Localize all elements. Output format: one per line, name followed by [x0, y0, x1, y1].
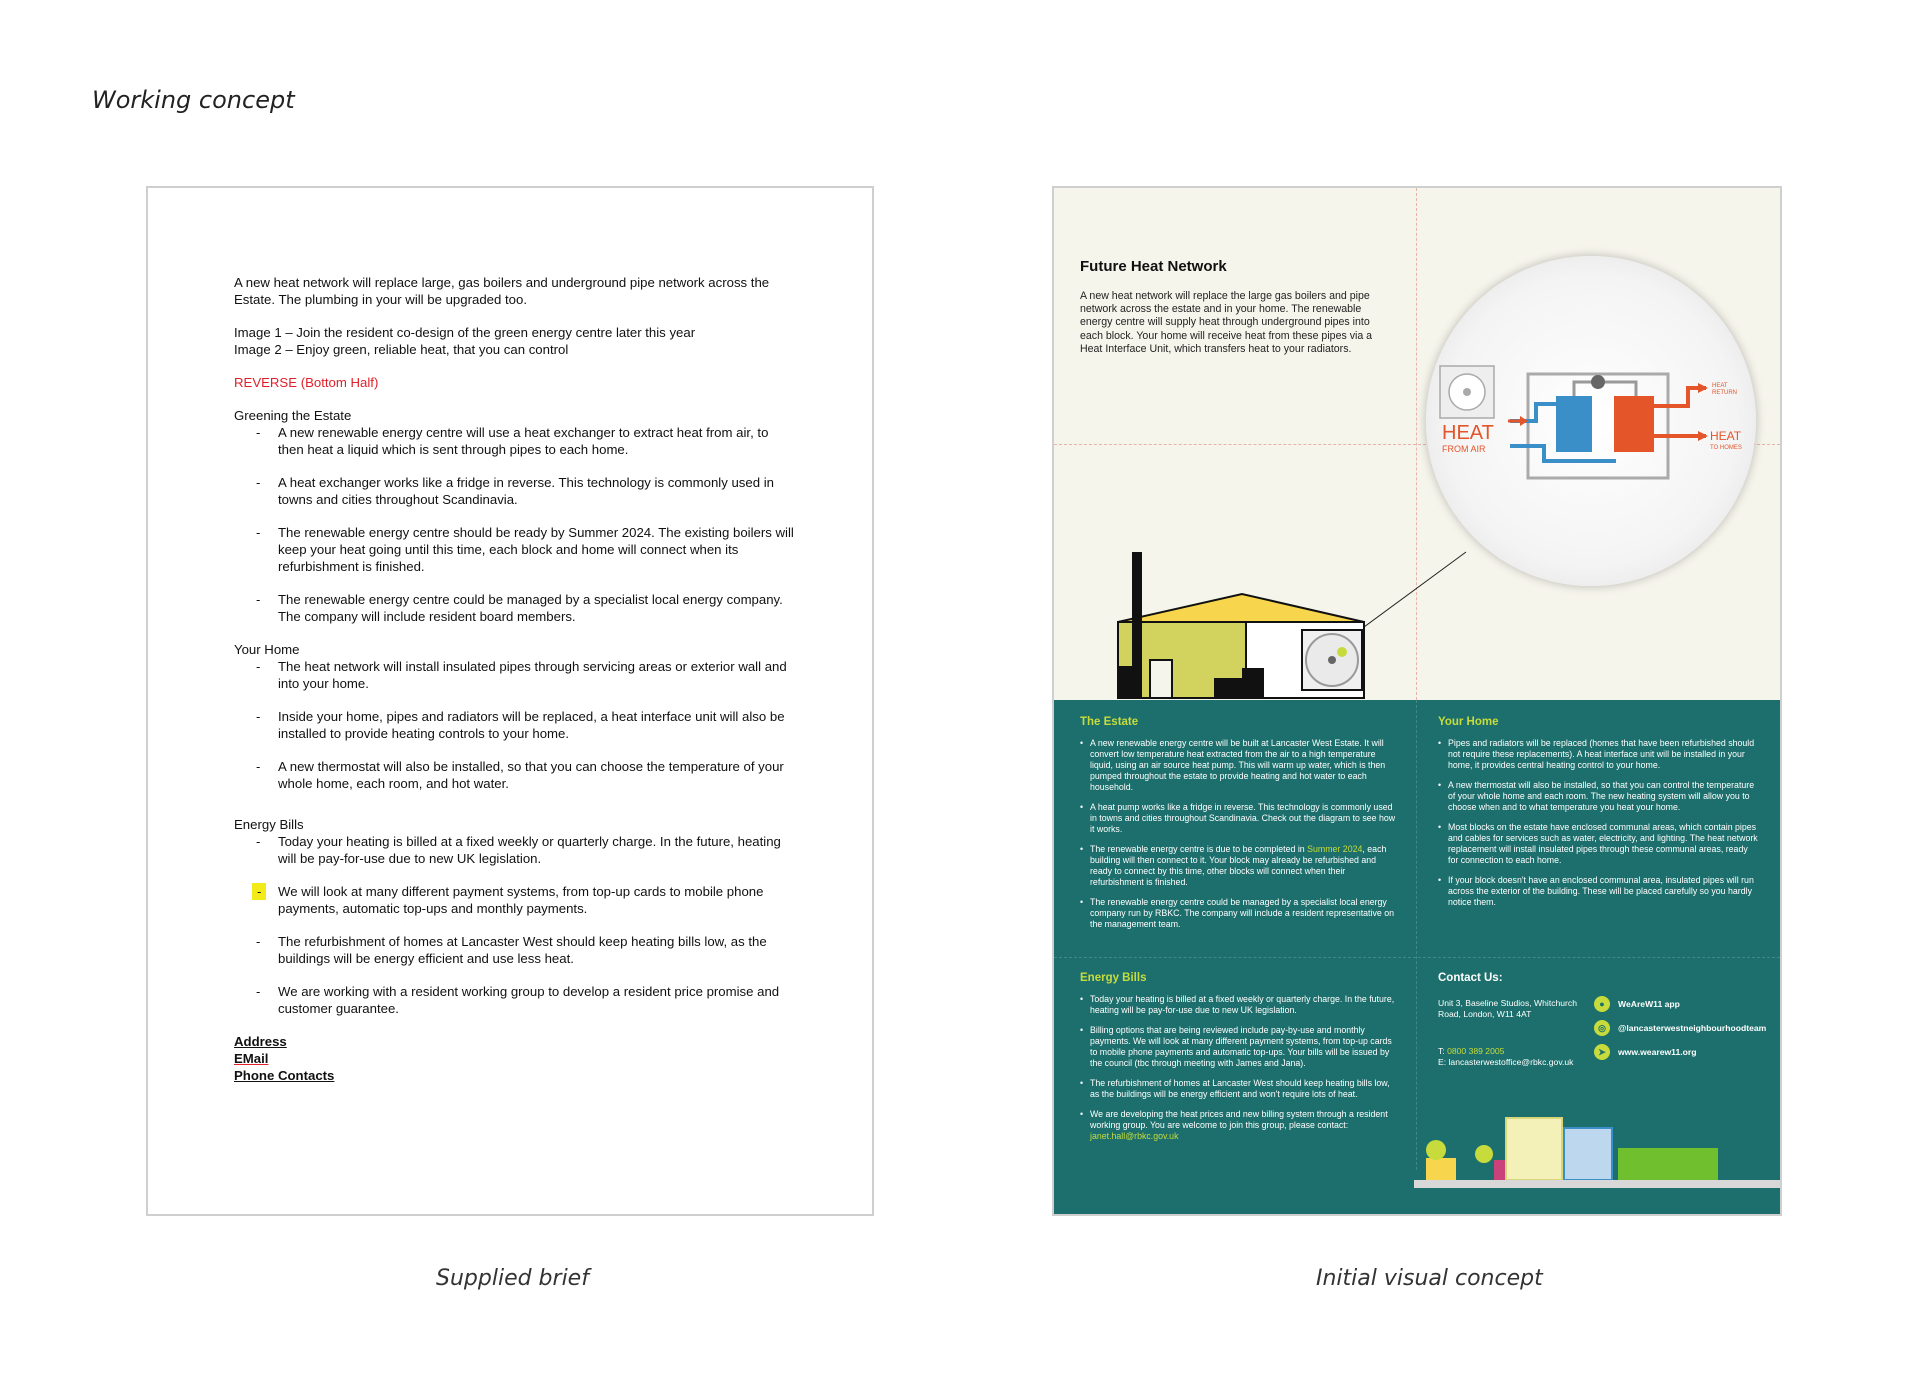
bills-list [1080, 994, 1400, 1151]
social-website: ➤ www.wearew11.org [1594, 1044, 1697, 1060]
contact-phone: 0800 389 2005 [1447, 1046, 1505, 1056]
brief-home-list [234, 658, 794, 792]
estate-title: The Estate [1080, 716, 1139, 728]
visual-concept-leaflet [1052, 186, 1782, 1216]
list-item: • We are developing the heat prices and new billing system through a resident working group. You are welcome to join this group, please contact: janet.hall@rbkc.gov.uk [1080, 1109, 1400, 1142]
list-item: • Most blocks on the estate have enclosed communal areas, which contain pipes and cables for services such as water, electricity, and lighting. The heat network replacement will install insulated pipes through these communal areas, ready for connection to each home. [1438, 822, 1760, 866]
home-title: Your Home [1438, 716, 1499, 728]
highlighted-dash: - [252, 883, 266, 900]
leaflet-title: Future Heat Network [1080, 258, 1227, 275]
list-item: • A new renewable energy centre will be built at Lancaster West Estate. It will convert low temperature heat extracted from the air to a high temperature liquid, using an air source heat pump. This will warm up water, which is then pumped throughout the estate to provide heating and hot water to each household. [1080, 738, 1400, 793]
instagram-icon: ◎ [1594, 1020, 1610, 1036]
list-item: - The renewable energy centre could be managed by a specialist local energy company. The company will include resident board members. [256, 592, 783, 624]
list-item: • The renewable energy centre could be managed by a specialist local energy company run by RBKC. The company will include a resident representative on the management team. [1080, 897, 1400, 930]
cursor-icon: ➤ [1594, 1044, 1610, 1060]
brief-home-title: Your Home [234, 642, 300, 657]
list-item: • A heat pump works like a fridge in reverse. This technology is commonly used in towns and cities throughout Scandinavia. Check out the diagram to see how it works. [1080, 802, 1400, 835]
social-app: ● WeAreW11 app [1594, 996, 1680, 1012]
brief-bills-list [234, 833, 794, 1017]
list-item: • A new thermostat will also be installed, so that you can control the temperature of your whole home and each room. The new heating system will allow you to choose when and to what temperature you heat your home. [1438, 780, 1760, 813]
home-list [1438, 738, 1760, 917]
brief-image2: Image 2 – Enjoy green, reliable heat, that you can control [234, 342, 569, 357]
list-item: - We will look at many different payment systems, from top-up cards to mobile phone payments, automatic top-ups and monthly payments. [234, 883, 794, 917]
magnifier-circle [1426, 256, 1756, 586]
list-item: • Pipes and radiators will be replaced (homes that have been refurbished should not require these replacements). A heat interface unit will be installed in your home, it provides central heating control to your home. [1438, 738, 1760, 771]
leaflet-intro: A new heat network will replace the large gas boilers and pipe network across the estate and in your home. The renewable energy centre will supply heat through underground pipes into each block. Your home will receive heat from these pipes via a Heat Interface Unit, which transfers heat to your radiators. [1080, 290, 1373, 355]
list-item: - The renewable energy centre should be ready by Summer 2024. The existing boilers will keep your heat going until this time, each block and home will connect when its refurbishment is finished. [256, 525, 794, 574]
contact-email: E: lancasterwestoffice@rbkc.gov.uk [1438, 1057, 1574, 1067]
brief-reverse-note: REVERSE (Bottom Half) [234, 375, 379, 390]
brief-intro: A new heat network will replace large, gas boilers and underground pipe network across the Estate. The plumbing in your will be upgraded too. [234, 275, 770, 307]
diagram-label-from-air: FROM AIR [1442, 444, 1486, 454]
list-item: • The renewable energy centre is due to be completed in Summer 2024, each building will then connect to it. Your block may already be refurbished and ready to connect by this time, other blocks will connect when their refurbishment is finished. [1080, 844, 1400, 888]
brief-image1: Image 1 – Join the resident co-design of the green energy centre later this year [234, 325, 696, 340]
diagram-label-heat-homes: HEAT [1710, 429, 1742, 443]
brief-document [146, 186, 874, 1216]
list-item: - A heat exchanger works like a fridge in reverse. This technology is commonly used in towns and cities throughout Scandinavia. [256, 475, 774, 507]
list-item: - The heat network will install insulated pipes through servicing areas or exterior wall and into your home. [256, 659, 787, 691]
diagram-label-to-homes: TO HOMES [1710, 445, 1742, 451]
contact-phone-email: T: 0800 389 2005 E: lancasterwestoffice@rbkc.gov.uk [1438, 1046, 1574, 1067]
brief-address: Address [234, 1034, 287, 1049]
brief-content [234, 274, 794, 1084]
list-item: • If your block doesn't have an enclosed communal area, insulated pipes will run across the exterior of the building. These will be placed carefully so you hardly notice them. [1438, 875, 1760, 908]
caption-supplied-brief: Supplied brief [436, 1266, 589, 1291]
list-item: • Today your heating is billed at a fixed weekly or quarterly charge. In the future, heating will be pay-for-use due to new UK legislation. [1080, 994, 1400, 1016]
social-handle: ◎ @lancasterwestneighbourhoodteam [1594, 1020, 1766, 1036]
estate-list [1080, 738, 1400, 939]
list-item: - A new thermostat will also be installed, so that you can choose the temperature of your whole home, each room, and hot water. [256, 759, 784, 791]
contact-address: Unit 3, Baseline Studios, Whitchurch Road, London, W11 4AT [1438, 998, 1577, 1019]
town-illustration [1414, 1094, 1780, 1214]
diagram-label-heat-from-air: HEAT [1442, 422, 1494, 444]
list-item: • Billing options that are being reviewed include pay-by-use and monthly payments. We will look at many different payment systems, from top-up cards to mobile phone payments and automatic top-ups. Your bills will be issued by the council (tbc through meeting with James and Jana). [1080, 1025, 1400, 1069]
brief-greening-title: Greening the Estate [234, 408, 352, 423]
brief-bills-title: Energy Bills [234, 817, 304, 832]
leaflet-bottom-half [1054, 700, 1780, 1214]
bills-title: Energy Bills [1080, 972, 1147, 984]
contact-title: Contact Us: [1438, 972, 1503, 984]
list-item: - We are working with a resident working group to develop a resident price promise and customer guarantee. [256, 984, 780, 1016]
location-pin-icon: ● [1594, 996, 1610, 1012]
brief-email: EMail [234, 1051, 269, 1066]
caption-visual-concept: Initial visual concept [1316, 1266, 1543, 1291]
list-item: • The refurbishment of homes at Lancaster West should keep heating bills low, as the buildings will be energy efficient and won't require lots of heat. [1080, 1078, 1400, 1100]
fold-line-horizontal [1054, 957, 1780, 958]
diagram-label-return: RETURN [1712, 390, 1737, 396]
page-title: Working concept [92, 86, 295, 114]
energy-centre-illustration [1114, 548, 1374, 700]
list-item: - A new renewable energy centre will use a heat exchanger to extract heat from air, to then heat a liquid which is sent through pipes to each home. [256, 425, 769, 457]
diagram-label-heat-return: HEAT [1712, 383, 1728, 389]
brief-phone: Phone Contacts [234, 1068, 335, 1083]
list-item: - Today your heating is billed at a fixed weekly or quarterly charge. In the future, heating will be pay-for-use due to new UK legislation. [256, 834, 781, 866]
list-item: - The refurbishment of homes at Lancaster West should keep heating bills low, as the buildings will be energy efficient and use less heat. [256, 934, 767, 966]
brief-greening-list [234, 424, 794, 625]
brief-images [234, 324, 794, 358]
list-item: - Inside your home, pipes and radiators will be replaced, a heat interface unit will also be installed to provide heating controls to your home. [256, 709, 785, 741]
heat-pump-diagram [1426, 256, 1756, 586]
leaflet-top-half [1054, 188, 1780, 700]
